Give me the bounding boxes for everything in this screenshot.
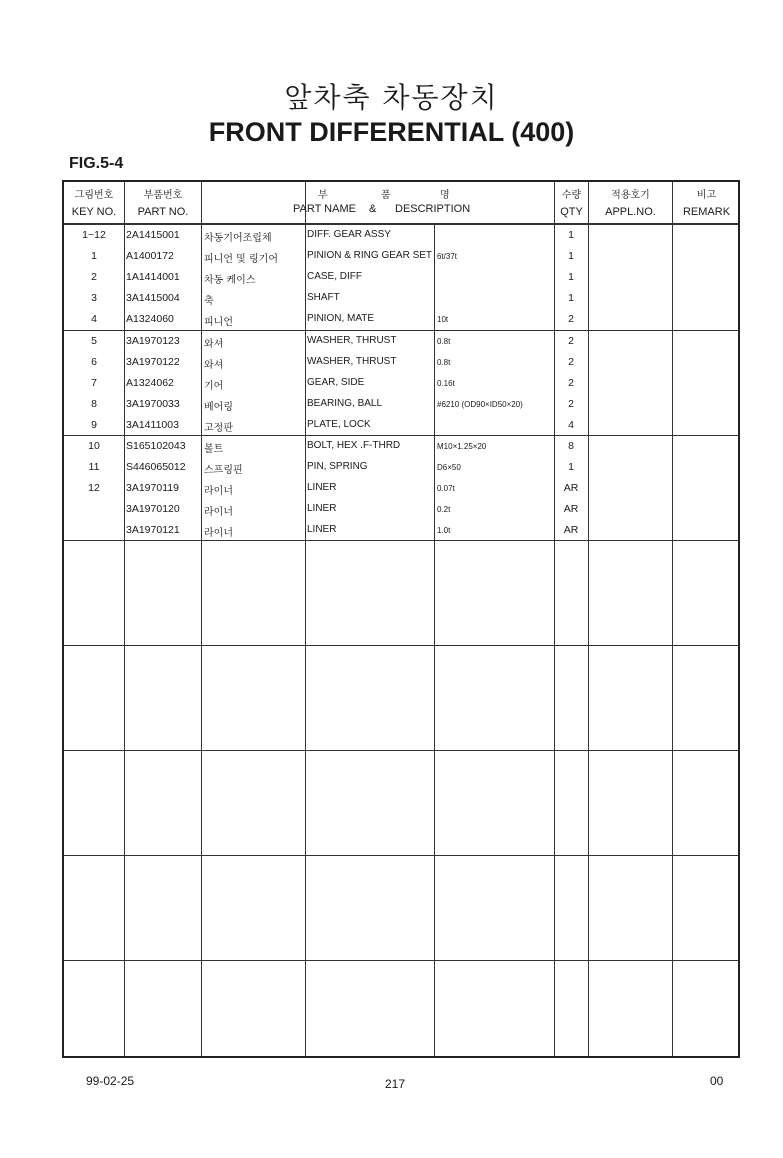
group-divider bbox=[64, 960, 738, 961]
table-row: 3A1970121 라이너 LINER 1.0t AR bbox=[126, 524, 579, 539]
figure-label: FIG.5-4 bbox=[69, 155, 124, 172]
header-qty: 수량 QTY bbox=[560, 190, 583, 218]
table-row: 6 3A1970122 와셔 WASHER, THRUST 0.8t 2 bbox=[91, 356, 574, 371]
header-part-name: 부 품 명 PART NAME & DESCRIPTION bbox=[293, 190, 471, 215]
group-divider bbox=[64, 750, 738, 751]
table-row: 11 S446065012 스프링핀 PIN, SPRING D6×50 1 bbox=[88, 461, 574, 476]
header-part-no: 부품번호 PART NO. bbox=[137, 190, 189, 218]
table-row: 3 3A1415004 축 SHAFT 1 bbox=[91, 292, 574, 307]
group-divider bbox=[64, 855, 738, 856]
header-key: 그림번호 KEY NO. bbox=[71, 190, 117, 218]
footer-page-number: 217 bbox=[385, 1077, 406, 1091]
table-row: 1~12 2A1415001 차동기어조립체 DIFF. GEAR ASSY 1 bbox=[82, 229, 574, 244]
page-title-english: FRONT DIFFERENTIAL (400) bbox=[208, 117, 575, 147]
table-row: 2 1A1414001 차동 케이스 CASE, DIFF 1 bbox=[91, 271, 574, 286]
table-row: 5 3A1970123 와셔 WASHER, THRUST 0.8t 2 bbox=[91, 335, 574, 350]
group-divider bbox=[64, 645, 738, 646]
header-appl-no: 적용호기 APPL.NO. bbox=[605, 190, 656, 218]
table-row: 9 3A1411003 고정판 PLATE, LOCK 4 bbox=[91, 419, 574, 434]
table-row: 3A1970120 라이너 LINER 0.2t AR bbox=[126, 503, 579, 518]
table-row: 10 S165102043 볼트 BOLT, HEX .F-THRD M10×1.25×20 8 bbox=[88, 440, 574, 455]
table-row: 7 A1324062 기어 GEAR, SIDE 0.16t 2 bbox=[91, 377, 574, 392]
header-remark: 비고 REMARK bbox=[682, 190, 731, 218]
page-title-korean: 앞차축 차동장치 bbox=[284, 81, 499, 114]
footer-date: 99-02-25 bbox=[86, 1074, 135, 1088]
table-row: 8 3A1970033 베어링 BEARING, BALL #6210 (OD90×ID50×20) 2 bbox=[91, 398, 574, 413]
table-row: 1 A1400172 피니언 및 링기어 PINION & RING GEAR SET 6t/37t 1 bbox=[91, 250, 574, 265]
table-row: 4 A1324060 피니언 PINION, MATE 10t 2 bbox=[91, 313, 574, 328]
footer-revision: 00 bbox=[710, 1074, 724, 1088]
parts-table bbox=[62, 180, 740, 1058]
table-row: 12 3A1970119 라이너 LINER 0.07t AR bbox=[88, 482, 579, 497]
